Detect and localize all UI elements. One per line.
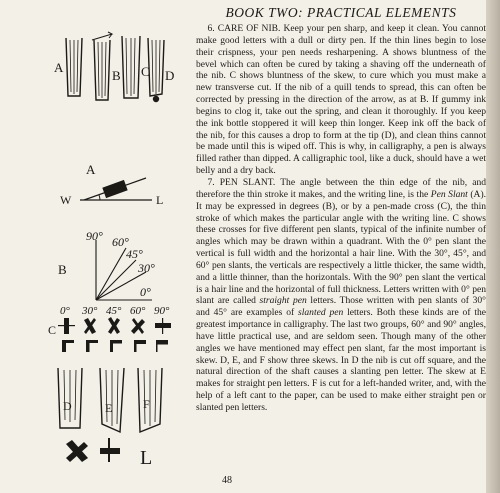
body-text [196,23,486,414]
arrow-icon [92,32,112,40]
cross-0-horizontal [58,325,75,326]
cross-label-c: C [48,323,57,337]
ink-drop [154,97,159,102]
stroke-45-stem [110,340,113,352]
bottom-letter-l: L [140,447,153,469]
nib-c-hatch [126,38,135,96]
cross-90-horizontal [155,323,171,328]
degree-label-b: B [58,262,67,277]
degree-45: 45° [126,247,143,261]
nib-label-d: D [165,68,175,83]
straight-pen-term: straight pen [259,295,307,307]
cross-degree-45: 45° [106,305,122,317]
pen-slant-figure [80,178,152,200]
slant-label-l: L [156,193,164,207]
nib-label-a: A [54,60,64,75]
pen-crosses [58,317,171,352]
bottom-pen-strokes [66,438,120,462]
page-number: 48 [222,475,232,486]
nib-a-hatch [70,40,78,94]
angle-arc [99,195,100,200]
skew-label-f: F [143,397,150,411]
nib-label-b: B [112,68,121,83]
pen-slant-text-1: 7. PEN SLANT. The angle between the thin edge of the nib, and therefore the thin stroke it makes, and the writing line, is the [196,176,486,200]
section-pen-slant [196,177,486,414]
degree-0: 0° [140,285,151,299]
stroke-30-stem [86,340,90,352]
stroke-60-stem [134,340,137,352]
degree-90: 90° [86,229,103,243]
pen-slant-text-4: letters. Both these kinds are of the greatest importance in calligraphy. The last two groups, 60° and 90° angles, have little practical use, and are seldom seen. Though many of the other angles we have mentioned may effect pen slant, far the most important is skew. D, E, and F show three skews. In D the nib is cut off square, and the natural direction of the shaft causes a slanting pen letter. The skew at E makes for straight pen letters. F is cut for a left-handed writer, and, with the help of a left cant to the paper, can be used to make either straight pen or slanted pen letters. [196,307,487,413]
running-header: BOOK TWO: PRACTICAL ELEMENTS [225,5,457,20]
cross-degree-0: 0° [60,305,70,317]
stroke-0-stem [62,340,66,352]
bottom-plus-vertical [108,438,110,462]
skew-d-hatch [64,370,76,422]
stroke-90-top [156,340,168,345]
pen-nib-shape [103,181,127,198]
slanted-pen-term: slanted pen [298,307,344,319]
degree-60: 60° [112,235,129,249]
slant-label-a: A [86,162,96,177]
pen-slant-text-3: letters. Those written with pen slants of 30° and 45° are examples of [196,295,486,319]
cross-degree-30: 30° [82,305,98,317]
nib-label-c: C [141,64,150,79]
degree-30: 30° [138,261,155,275]
section-care-of-nib: 6. CARE OF NIB. Keep your pen sharp, and keep it clean. You cannot make good letters with a dull or dirty pen. If the thin lines begin to lose their crispness, your pen needs resharpening. A shows bluntness of the bevel which can often be cured by taking a shaving off the underneath of the nib. C shows bluntness of the skew, to cure which you must make a new transverse cut. If the nib of a quill tends to spread, this can often be corrected by pressing in the direction of the arrow, as at B. If gummy ink begins to clog it, take out the spring, and clean it thoroughly. If you keep the ink bottle stoppered it will keep thin longer. Keep ink off the back of the nib, for this causes a drop to form at the tip (D), and clean thins cannot be made until this is wiped off. This is why, in calligraphy, a pen is always filled rather than dipped. A calligraphic tool, like a duck, should have a wet belly and a dry back. [196,23,486,177]
nib-d-hatch [152,40,160,94]
cross-degree-90: 90° [154,305,170,317]
pen-illustrations [0,0,196,493]
slant-label-w: W [60,193,72,207]
skew-label-e: E [105,401,113,415]
pen-slant-text-2: (A). It may be expressed in degrees (B), or by a pen-made cross (C), the thin stroke of which makes the particular angle with the writing line. C shows these crosses for five different pen slants, typical of the infinite number of angles which may be drawn within a quadrant. With the 0° pen slant the vertical is full width and the horizontal a hair line. With the 30°, 45°, and 60° pen slants, the verticals are respectively a little thicker, the same width, and a little thinner, than the horizontals. With the 90° pen slant the vertical is a hair line and the horizontal of full thickness. Letters written with 0° pen slant are called [196,188,487,307]
skew-label-d: D [63,399,72,413]
cross-degree-60: 60° [130,305,146,317]
nib-b-hatch [98,42,106,98]
book-spine [486,0,500,493]
stroke-90-stem [156,340,158,352]
pen-slant-term: Pen Slant [430,188,468,200]
skew-e-hatch [106,370,118,426]
